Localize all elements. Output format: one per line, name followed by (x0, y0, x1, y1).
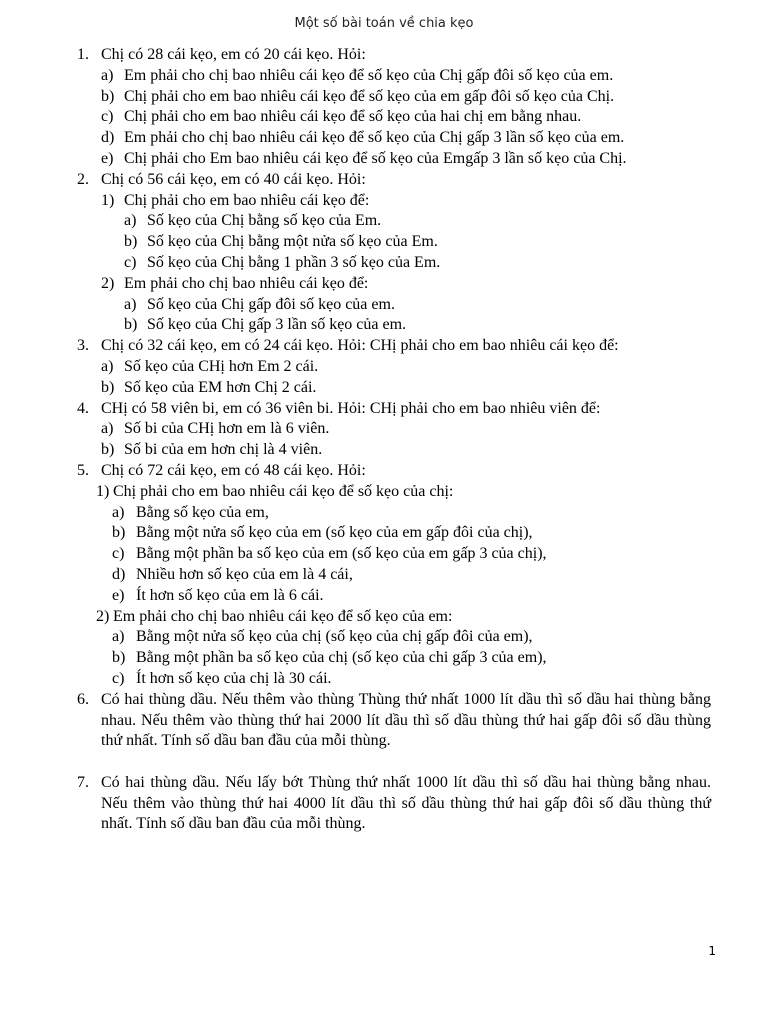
problem-text: Có hai thùng dầu. Nếu thêm vào thùng Thùng thứ nhất 1000 lít dầu thì số dầu hai thùng bằng nhau. Nếu thêm vào thùng thứ hai 2000 lít dầu thì số dầu thùng thứ hai gấp đôi số dầu thùng thứ nhất. Tính số dầu ban đầu của mỗi thùng. (101, 690, 711, 750)
part-text: Em phải cho chị bao nhiêu cái kẹo để: (124, 274, 369, 292)
list-item (0, 523, 768, 544)
item-text: Bằng số kẹo của em, (136, 503, 269, 521)
problem-5 (0, 461, 768, 482)
item-text: Em phải cho chị bao nhiêu cái kẹo để số kẹo của Chị gấp đôi số kẹo của em. (124, 66, 614, 84)
problem-text: Có hai thùng dầu. Nếu lấy bớt Thùng thứ nhất 1000 lít dầu thì số dầu hai thùng bằng nhau. Nếu thêm vào thùng thứ hai 4000 lít dầu thì số dầu thùng thứ hai gấp đôi số dầu thùng thứ nhất. Tính số dầu ban đầu của mỗi thùng. (101, 773, 711, 833)
item-marker: a) (112, 628, 125, 646)
list-item (0, 149, 768, 170)
item-marker: d) (101, 129, 115, 147)
blank-line (0, 752, 768, 773)
problem-text: Chị có 72 cái kẹo, em có 48 cái kẹo. Hỏi: (101, 461, 366, 479)
item-marker: b) (124, 233, 138, 251)
item-text: Bằng một phần ba số kẹo của em (số kẹo của em gấp 3 của chị), (136, 545, 547, 563)
list-item (0, 357, 768, 378)
item-marker: c) (101, 108, 114, 126)
item-marker: b) (101, 87, 115, 105)
item-text: Số kẹo của Chị gấp 3 lần số kẹo của em. (147, 316, 407, 334)
list-item (0, 107, 768, 128)
item-text: Nhiều hơn số kẹo của em là 4 cái, (136, 565, 353, 583)
problem-6 (77, 690, 711, 752)
part-text: Chị phải cho em bao nhiêu cái kẹo để: (124, 191, 370, 209)
item-marker: c) (124, 253, 137, 271)
item-marker: a) (124, 295, 137, 313)
list-item (0, 669, 768, 690)
problem-number: 6. (77, 690, 89, 708)
item-marker: b) (101, 441, 115, 459)
item-marker: d) (112, 565, 126, 583)
document-body (0, 45, 768, 835)
item-marker: b) (112, 524, 126, 542)
part-marker: 2) (101, 274, 115, 292)
list-item (0, 87, 768, 108)
list-item (0, 128, 768, 149)
part-text: Em phải cho chị bao nhiêu cái kẹo để số kẹo của em: (113, 607, 453, 625)
list-item (0, 295, 768, 316)
item-text: Số kẹo của Chị bằng một nửa số kẹo của Em. (147, 233, 438, 251)
problem-number: 3. (77, 337, 89, 355)
item-text: Ít hơn số kẹo của chị là 30 cái. (136, 669, 332, 687)
problem-text: Chị có 28 cái kẹo, em có 20 cái kẹo. Hỏi: (101, 46, 366, 63)
item-text: Số bi của em hơn chị là 4 viên. (124, 441, 323, 459)
item-text: Số kẹo của EM hơn Chị 2 cái. (124, 378, 317, 396)
item-text: Bằng một phần ba số kẹo của chị (số kẹo của chi gấp 3 của em), (136, 649, 547, 667)
item-text: Chị phải cho em bao nhiêu cái kẹo để số kẹo của em gấp đôi số kẹo của Chị. (124, 87, 615, 105)
part-marker: 2) (96, 607, 110, 625)
item-marker: a) (101, 66, 114, 84)
item-text: Bằng một nửa số kẹo của chị (số kẹo của chị gấp đôi của em), (136, 628, 533, 646)
problem-2 (0, 170, 768, 191)
list-item (0, 232, 768, 253)
list-item (0, 648, 768, 669)
list-item (0, 66, 768, 87)
list-item (0, 440, 768, 461)
item-marker: b) (112, 649, 126, 667)
problem-text: CHị có 58 viên bi, em có 36 viên bi. Hỏi: CHị phải cho em bao nhiêu viên để: (101, 399, 601, 417)
item-marker: b) (101, 378, 115, 396)
list-item (0, 378, 768, 399)
item-text: Bằng một nửa số kẹo của em (số kẹo của em gấp đôi của chị), (136, 524, 533, 542)
item-marker: c) (112, 669, 125, 687)
item-marker: a) (101, 420, 114, 438)
list-item (0, 544, 768, 565)
item-text: Số kẹo của Chị bằng số kẹo của Em. (147, 212, 382, 230)
item-marker: c) (112, 545, 125, 563)
sub-part (0, 274, 768, 295)
problem-3 (0, 336, 768, 357)
item-marker: a) (124, 212, 137, 230)
problem-4 (0, 399, 768, 420)
item-marker: e) (101, 149, 114, 167)
problem-number: 7. (77, 773, 89, 791)
item-marker: a) (112, 503, 125, 521)
page-number: 1 (708, 944, 716, 958)
item-text: Ít hơn số kẹo của em là 6 cái. (136, 586, 324, 604)
list-item (0, 586, 768, 607)
list-item (0, 253, 768, 274)
sub-part (0, 191, 768, 212)
item-text: Em phải cho chị bao nhiêu cái kẹo để số kẹo của Chị gấp 3 lần số kẹo của em. (124, 129, 625, 147)
list-item (0, 565, 768, 586)
list-item (0, 315, 768, 336)
item-text: Số bi của CHị hơn em là 6 viên. (124, 420, 330, 438)
part-text: Chị phải cho em bao nhiêu cái kẹo để số kẹo của chị: (113, 482, 454, 500)
item-marker: a) (101, 357, 114, 375)
problem-7 (77, 773, 711, 835)
page-header-title: Một số bài toán về chia kẹo (294, 16, 474, 31)
part-marker: 1) (101, 191, 115, 209)
item-marker: e) (112, 586, 125, 604)
list-item (0, 627, 768, 648)
part-marker: 1) (96, 482, 110, 500)
item-text: Chị phải cho em bao nhiêu cái kẹo để số kẹo của hai chị em bằng nhau. (124, 108, 582, 126)
item-text: Số kẹo của CHị hơn Em 2 cái. (124, 357, 319, 375)
list-item (0, 211, 768, 232)
problem-number: 5. (77, 461, 89, 479)
item-text: Chị phải cho Em bao nhiêu cái kẹo để số kẹo của Emgấp 3 lần số kẹo của Chị. (124, 149, 627, 167)
problem-text: Chị có 32 cái kẹo, em có 24 cái kẹo. Hỏi: CHị phải cho em bao nhiêu cái kẹo để: (101, 337, 619, 355)
item-text: Số kẹo của Chị gấp đôi số kẹo của em. (147, 295, 395, 313)
problem-number: 4. (77, 399, 89, 417)
item-marker: b) (124, 316, 138, 334)
problem-text: Chị có 56 cái kẹo, em có 40 cái kẹo. Hỏi: (101, 170, 366, 188)
sub-part (0, 607, 768, 628)
item-text: Số kẹo của Chị bằng 1 phần 3 số kẹo của Em. (147, 253, 441, 271)
problem-1 (0, 45, 768, 66)
list-item (0, 419, 768, 440)
sub-part (0, 482, 768, 503)
problem-number: 1. (77, 46, 89, 63)
problem-number: 2. (77, 170, 89, 188)
list-item (0, 503, 768, 524)
